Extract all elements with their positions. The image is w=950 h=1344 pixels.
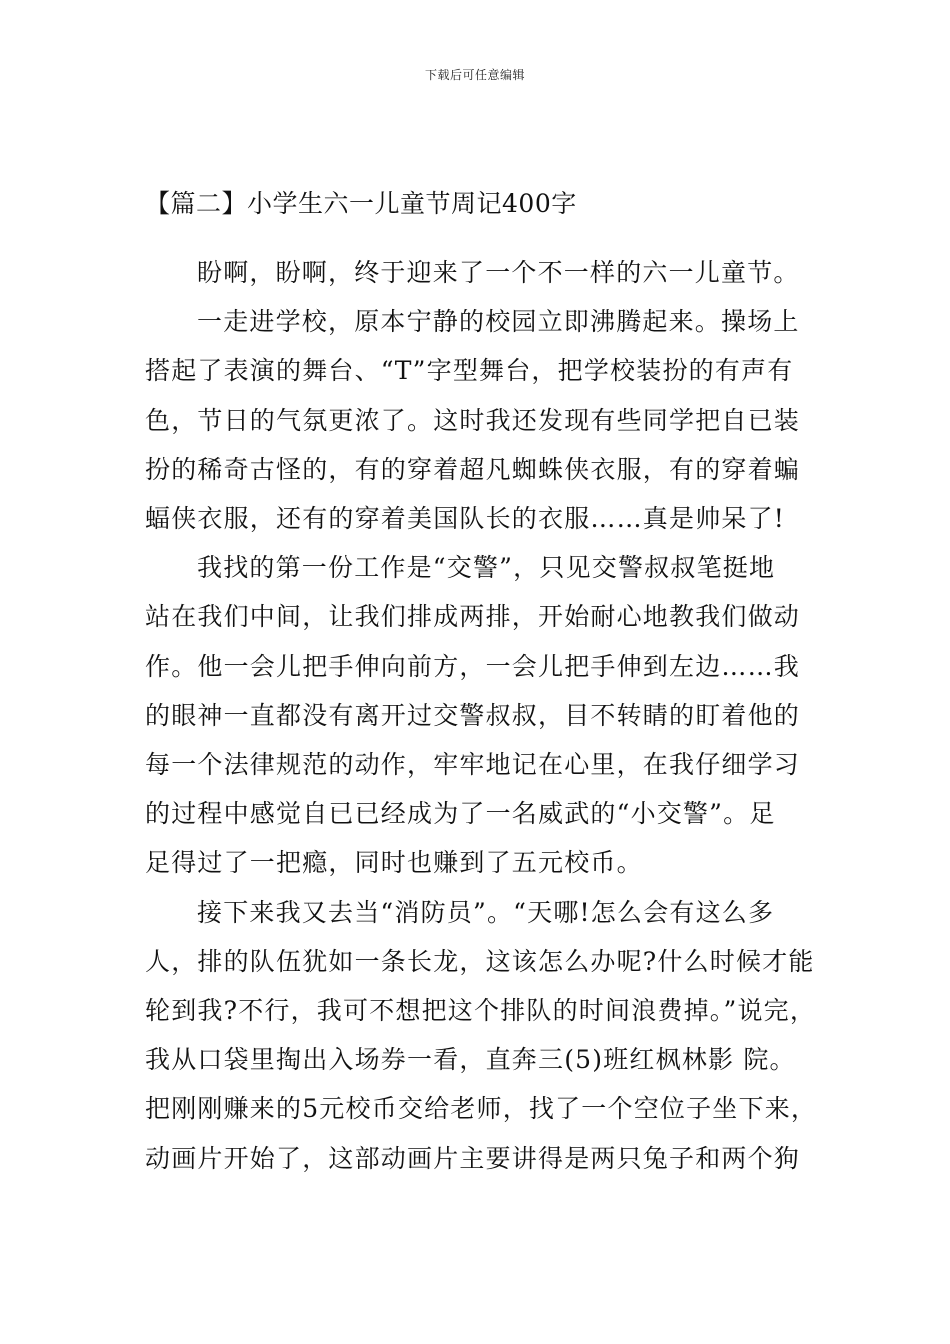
text-line: 搭起了表演的舞台、“T”字型舞台，把学校装扮的有声有 (145, 356, 794, 386)
text-line: 足得过了一把瘾，同时也赚到了五元校币。 (145, 848, 643, 878)
page-header-note: 下载后可任意编辑 (424, 68, 525, 82)
text-line: 的过程中感觉自已已经成为了一名威武的“小交警”。足 (145, 799, 776, 829)
text-line: 我找的第一份工作是“交警”，只见交警叔叔笔挺地 (197, 553, 776, 583)
text-line: 人，排的队伍犹如一条长龙，这该怎么办呢?什么时候才能 (145, 946, 815, 976)
text-line: 接下来我又去当“消防员”。“天哪!怎么会有这么多 (197, 897, 775, 927)
text-line: 的眼神一直都没有离开过交警叔叔，目不转睛的盯着他的 (145, 700, 801, 730)
text-line: 每一个法律规范的动作，牢牢地记在心里，在我仔细学习 (145, 750, 801, 779)
text-line: 作。他一会儿把手伸向前方，一会儿把手伸到左边……我 (145, 651, 801, 681)
text-line: 动画片开始了，这部动画片主要讲得是两只兔子和两个狗 (145, 1143, 801, 1173)
text-line: 盼啊，盼啊，终于迎来了一个不一样的六一儿童节。 (197, 258, 800, 287)
text-line: 轮到我?不行，我可不想把这个排队的时间浪费掉。”说完， (145, 996, 817, 1025)
text-line: 把刚刚赚来的5元校币交给老师，找了一个空位子坐下来， (145, 1094, 818, 1124)
text-line: 一走进学校，原本宁静的校园立即沸腾起来。操场上 (197, 307, 800, 337)
text-line: 蝠侠衣服，还有的穿着美国队长的衣服……真是帅呆了! (145, 504, 786, 533)
text-line: 站在我们中间，让我们排成两排，开始耐心地教我们做动 (145, 602, 801, 632)
text-line: 我从口袋里掏出入场券一看，直奔三(5)班红枫林影 院。 (145, 1045, 796, 1075)
text-line: 色，节日的气氛更浓了。这时我还发现有些同学把自已装 (145, 405, 801, 435)
document-title: 【篇二】小学生六一儿童节周记400字 (145, 189, 577, 218)
text-line: 扮的稀奇古怪的，有的穿着超凡蜘蛛侠衣服，有的穿着蝙 (145, 454, 801, 484)
